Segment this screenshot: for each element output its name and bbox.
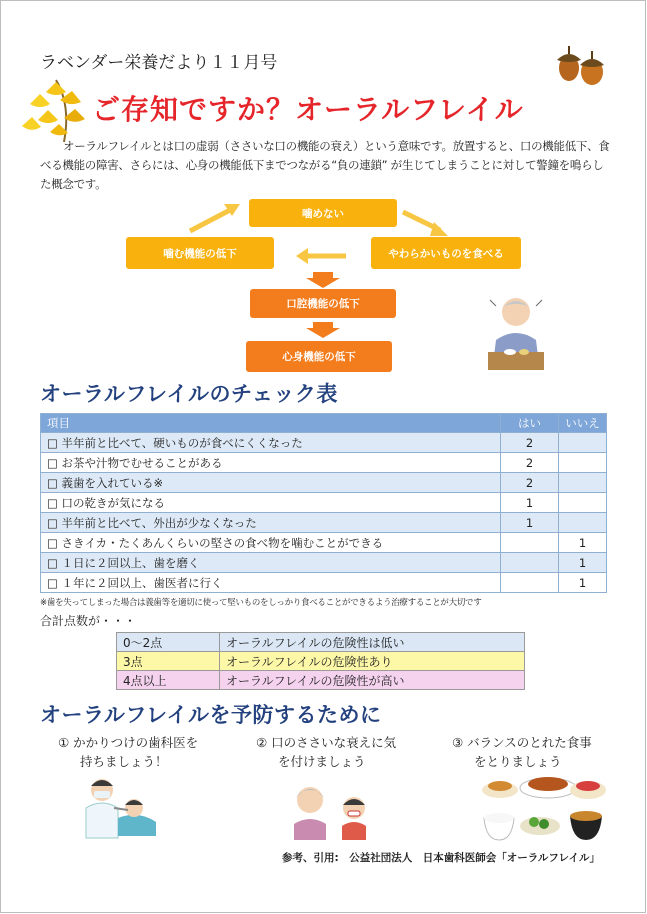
score-risk: オーラルフレイルの危険性は低い bbox=[220, 633, 525, 652]
checklist-yes-score: 2 bbox=[501, 433, 559, 453]
prevention-heading: オーラルフレイルを予防するために bbox=[40, 703, 382, 727]
checklist-item[interactable]: □ １年に２回以上、歯医者に行く bbox=[41, 573, 501, 593]
flow-box-soft-food: やわらかいものを食べる bbox=[371, 237, 521, 269]
checklist-row bbox=[41, 533, 607, 553]
checklist-no-score: 1 bbox=[559, 533, 607, 553]
prevention-tip-1 bbox=[58, 733, 198, 771]
intro-paragraph: オーラルフレイルとは口の虚弱（ささいな口の機能の衰え）という意味です。放置すると、口の機能低下、食べる機能の障害、さらには、心身の機能低下までつながる“負の連鎖” が生じてしまうことに対して警鐘を鳴らした概念です。 bbox=[40, 139, 610, 191]
flow-box-chewing-decline: 噛む機能の低下 bbox=[126, 237, 274, 269]
checklist-row bbox=[41, 513, 607, 533]
tip-line: をとりましょう bbox=[474, 754, 562, 769]
score-row bbox=[117, 633, 525, 652]
checklist-no-score bbox=[559, 453, 607, 473]
arrow-up-right bbox=[190, 204, 240, 231]
reference-citation: 参考、引用: 公益社団法人 日本歯科医師会「オーラルフレイル」 bbox=[282, 852, 600, 864]
checklist-item[interactable]: □ 半年前と比べて、硬いものが食べにくくなった bbox=[41, 433, 501, 453]
checklist-yes-score: 1 bbox=[501, 513, 559, 533]
checklist-item[interactable]: □ さきイカ・たくあんくらいの堅さの食べ物を噛むことができる bbox=[41, 533, 501, 553]
checklist-item[interactable]: □ 半年前と比べて、外出が少なくなった bbox=[41, 513, 501, 533]
flow-box-oral-decline: 口腔機能の低下 bbox=[250, 289, 396, 318]
checklist-row bbox=[41, 473, 607, 493]
checklist-yes-score: 2 bbox=[501, 473, 559, 493]
checklist-yes-score bbox=[501, 573, 559, 593]
checklist-item[interactable]: □ 口の乾きが気になる bbox=[41, 493, 501, 513]
page-title: ご存知ですか？オーラルフレイル bbox=[92, 93, 524, 126]
checklist-item[interactable]: □ １日に２回以上、歯を磨く bbox=[41, 553, 501, 573]
total-score-label: 合計点数が・・・ bbox=[40, 614, 137, 628]
checklist-yes-score bbox=[501, 533, 559, 553]
column-header-item: 項目 bbox=[41, 414, 501, 433]
tip-line: 持ちましょう！ bbox=[80, 754, 168, 769]
column-header-no: いいえ bbox=[559, 414, 607, 433]
checklist-yes-score: 2 bbox=[501, 453, 559, 473]
tip-line: を付けましょう bbox=[278, 754, 366, 769]
flow-box-cannot-chew: 噛めない bbox=[249, 199, 397, 227]
balanced-meal-illustration bbox=[478, 770, 616, 850]
checklist-yes-score bbox=[501, 553, 559, 573]
checklist-row bbox=[41, 553, 607, 573]
score-row bbox=[117, 671, 525, 690]
checklist-row bbox=[41, 573, 607, 593]
newsletter-issue: ラベンダー栄養だより１１月号 bbox=[40, 53, 278, 73]
checklist-no-score bbox=[559, 433, 607, 453]
checklist-row bbox=[41, 493, 607, 513]
checklist-no-score: 1 bbox=[559, 573, 607, 593]
checklist-footnote: ※歯を失ってしまった場合は義歯等を適切に使って堅いものをしっかり食べることができるよう治療することが大切です bbox=[40, 598, 482, 608]
arrow-down-right bbox=[403, 212, 448, 236]
checklist-item[interactable]: □ お茶や汁物でむせることがある bbox=[41, 453, 501, 473]
tip-line: ① かかりつけの歯科医を bbox=[58, 735, 199, 750]
checklist-item[interactable]: □ 義歯を入れている※ bbox=[41, 473, 501, 493]
tip-line: ② 口のささいな衰えに気 bbox=[256, 735, 397, 750]
arrow-left bbox=[296, 248, 346, 264]
flow-box-body-decline: 心身機能の低下 bbox=[246, 341, 392, 372]
older-woman-and-child-illustration bbox=[288, 778, 378, 840]
arrow-down-1 bbox=[306, 272, 340, 288]
score-risk: オーラルフレイルの危険性あり bbox=[220, 652, 525, 671]
checklist-no-score: 1 bbox=[559, 553, 607, 573]
dentist-illustration bbox=[78, 772, 158, 844]
tip-line: ③ バランスのとれた食事 bbox=[452, 735, 592, 750]
checklist-header-row bbox=[41, 414, 607, 433]
checklist-row bbox=[41, 433, 607, 453]
prevention-tip-3 bbox=[452, 733, 592, 771]
flow-arrows bbox=[0, 0, 647, 400]
score-table bbox=[116, 632, 525, 690]
arrow-down-2 bbox=[306, 322, 340, 338]
checklist-no-score bbox=[559, 473, 607, 493]
score-risk: オーラルフレイルの危険性が高い bbox=[220, 671, 525, 690]
checklist-no-score bbox=[559, 493, 607, 513]
score-range: 4点以上 bbox=[117, 671, 220, 690]
score-range: 0～2点 bbox=[117, 633, 220, 652]
checklist-row bbox=[41, 453, 607, 473]
prevention-tip-2 bbox=[256, 733, 396, 771]
column-header-yes: はい bbox=[501, 414, 559, 433]
elderly-man-eating-illustration bbox=[484, 290, 548, 372]
checklist-yes-score: 1 bbox=[501, 493, 559, 513]
checklist-table bbox=[40, 413, 607, 593]
score-row bbox=[117, 652, 525, 671]
checklist-heading: オーラルフレイルのチェック表 bbox=[40, 382, 338, 406]
score-range: 3点 bbox=[117, 652, 220, 671]
checklist-no-score bbox=[559, 513, 607, 533]
